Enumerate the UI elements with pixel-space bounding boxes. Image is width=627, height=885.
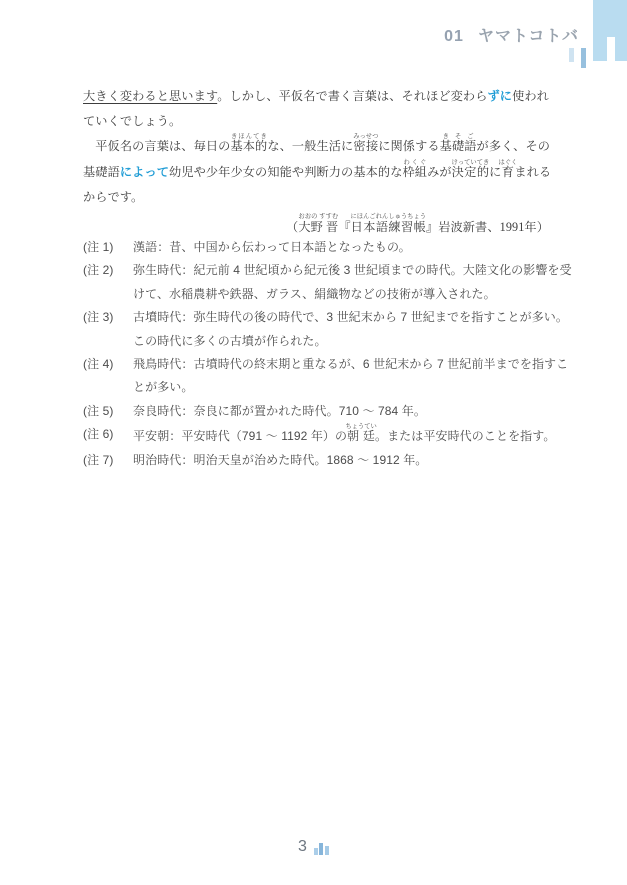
accent-text-zuni: ずに [487,89,513,103]
passage-text: 基礎語 [83,165,120,179]
ruby-text: きほんてき [230,133,268,140]
passage-line [83,133,549,159]
corner-decoration-notch [607,37,615,61]
ruby-base: 基礎語 [439,139,477,153]
ruby-text: はぐく [498,159,518,166]
note-body [133,449,553,472]
note-text: 古墳時代：弥生時代の後の時代で、3 世紀末から 7 世紀までを指すことが多い。 [133,310,569,325]
corner-decoration-bar-light [569,48,574,62]
notes-section [83,236,572,472]
passage-text: に [489,165,502,179]
note-text: けて、水稲農耕や鉄器、ガラス、絹織物などの技術が導入された。 [133,286,496,301]
passage-text: まれる [514,165,552,179]
note-row [83,423,556,448]
note-text-segment: 。または平安時代のことを指す。 [374,429,556,444]
attribution-text: 』岩波新書、1991年） [425,219,549,234]
note-text: この時代に多くの古墳が作られた。 [133,333,327,348]
note-row [83,449,553,472]
underlined-text: 大きく変わると思います [83,89,218,103]
passage-line: ていくでしょう。 [83,113,182,128]
note-text-segment: 平安朝：平安時代（791 ～ 1192 年）の [133,429,348,444]
attribution-text: （ [286,219,299,234]
note-label: (注 3) [83,310,114,325]
passage-line [83,84,549,109]
note-body [133,306,568,353]
note-text: とが多い。 [133,380,194,395]
page-footer [0,837,627,857]
note-row [83,236,553,259]
passage-text: 使われ [512,89,549,103]
chapter-title: ヤマトコトバ [477,28,579,45]
note-label: (注 2) [83,263,114,278]
note-label: (注 4) [83,357,114,372]
ruby-annotation [498,159,518,179]
note-body [133,353,568,400]
ruby-text: みっせつ [353,133,379,140]
passage-text: 幼児や少年少女の知能や判断力の基本的な [169,165,403,179]
passage-text: に関係する [378,139,440,153]
note-row [83,306,569,353]
corner-decoration-bar-dark [581,48,586,68]
passage [83,84,552,240]
note-body [133,259,572,306]
note-body [133,400,553,423]
page-header [444,23,579,46]
note-text: 弥生時代：紀元前 4 世紀頃から紀元後 3 世紀頃までの時代。大陸文化の影響を受 [133,263,572,278]
note-text: 漢語：昔、中国から伝わって日本語となったもの。 [133,240,411,254]
note-text [133,423,556,448]
passage-text: 。しかし、平仮名で書く言葉は、それほど変わら [217,89,488,103]
note-row [83,353,569,400]
ruby-text: けっていてき [451,159,490,166]
note-text: 飛鳥時代：古墳時代の終末期と重なるが、6 世紀末から 7 世紀前半までを指すこ [133,357,569,372]
passage-line [83,159,552,185]
ruby-base: 育 [498,165,518,179]
note-label: (注 1) [83,240,114,254]
ruby-base: 朝廷 [345,429,377,444]
ruby-annotation [451,159,490,179]
ruby-text: おおの すすむ [298,212,339,220]
ruby-annotation [402,159,428,179]
note-body [133,423,556,448]
ruby-annotation [353,133,379,153]
note-text: 明治時代：明治天皇が治めた時代。1868 ～ 1912 年。 [133,452,428,467]
ruby-annotation [439,133,477,153]
ruby-base: 枠組 [402,165,428,179]
note-row [83,400,553,423]
ruby-text: ちょうてい [345,423,377,431]
ruby-annotation [298,212,339,234]
ruby-annotation [230,133,268,153]
note-label: (注 6) [83,427,114,442]
passage-text: な、一般生活に [267,139,354,153]
note-body [133,236,553,259]
book-title: 日本語練習帳 [350,219,427,234]
note-text: 奈良時代：奈良に都が置かれた時代。710 ～ 784 年。 [133,403,426,418]
ruby-text: わくぐ [402,159,428,166]
passage-text: 平仮名の言葉は、毎日の [83,139,231,153]
passage-text: が多く、その [476,139,551,153]
ruby-text: にほんごれんしゅうちょう [350,212,427,220]
note-label: (注 7) [83,452,114,467]
ruby-base: 基本的 [230,139,268,153]
chapter-number: 01 [444,28,464,45]
passage-line: からです。 [83,190,144,204]
ruby-text: きそご [439,133,477,140]
author-name: 大野 晋 [298,219,339,234]
attribution-text: 『 [338,219,351,234]
note-row [83,259,572,306]
note-label: (注 5) [83,403,114,418]
accent-text-niyotte: によって [119,165,170,179]
ruby-annotation [345,423,377,444]
page-number: 3 [298,838,307,855]
ruby-base: 密接 [353,139,379,153]
ruby-annotation [350,212,427,234]
passage-text: みが [427,165,452,179]
bar-chart-logo-icon [314,843,329,857]
ruby-base: 決定的 [451,165,490,179]
